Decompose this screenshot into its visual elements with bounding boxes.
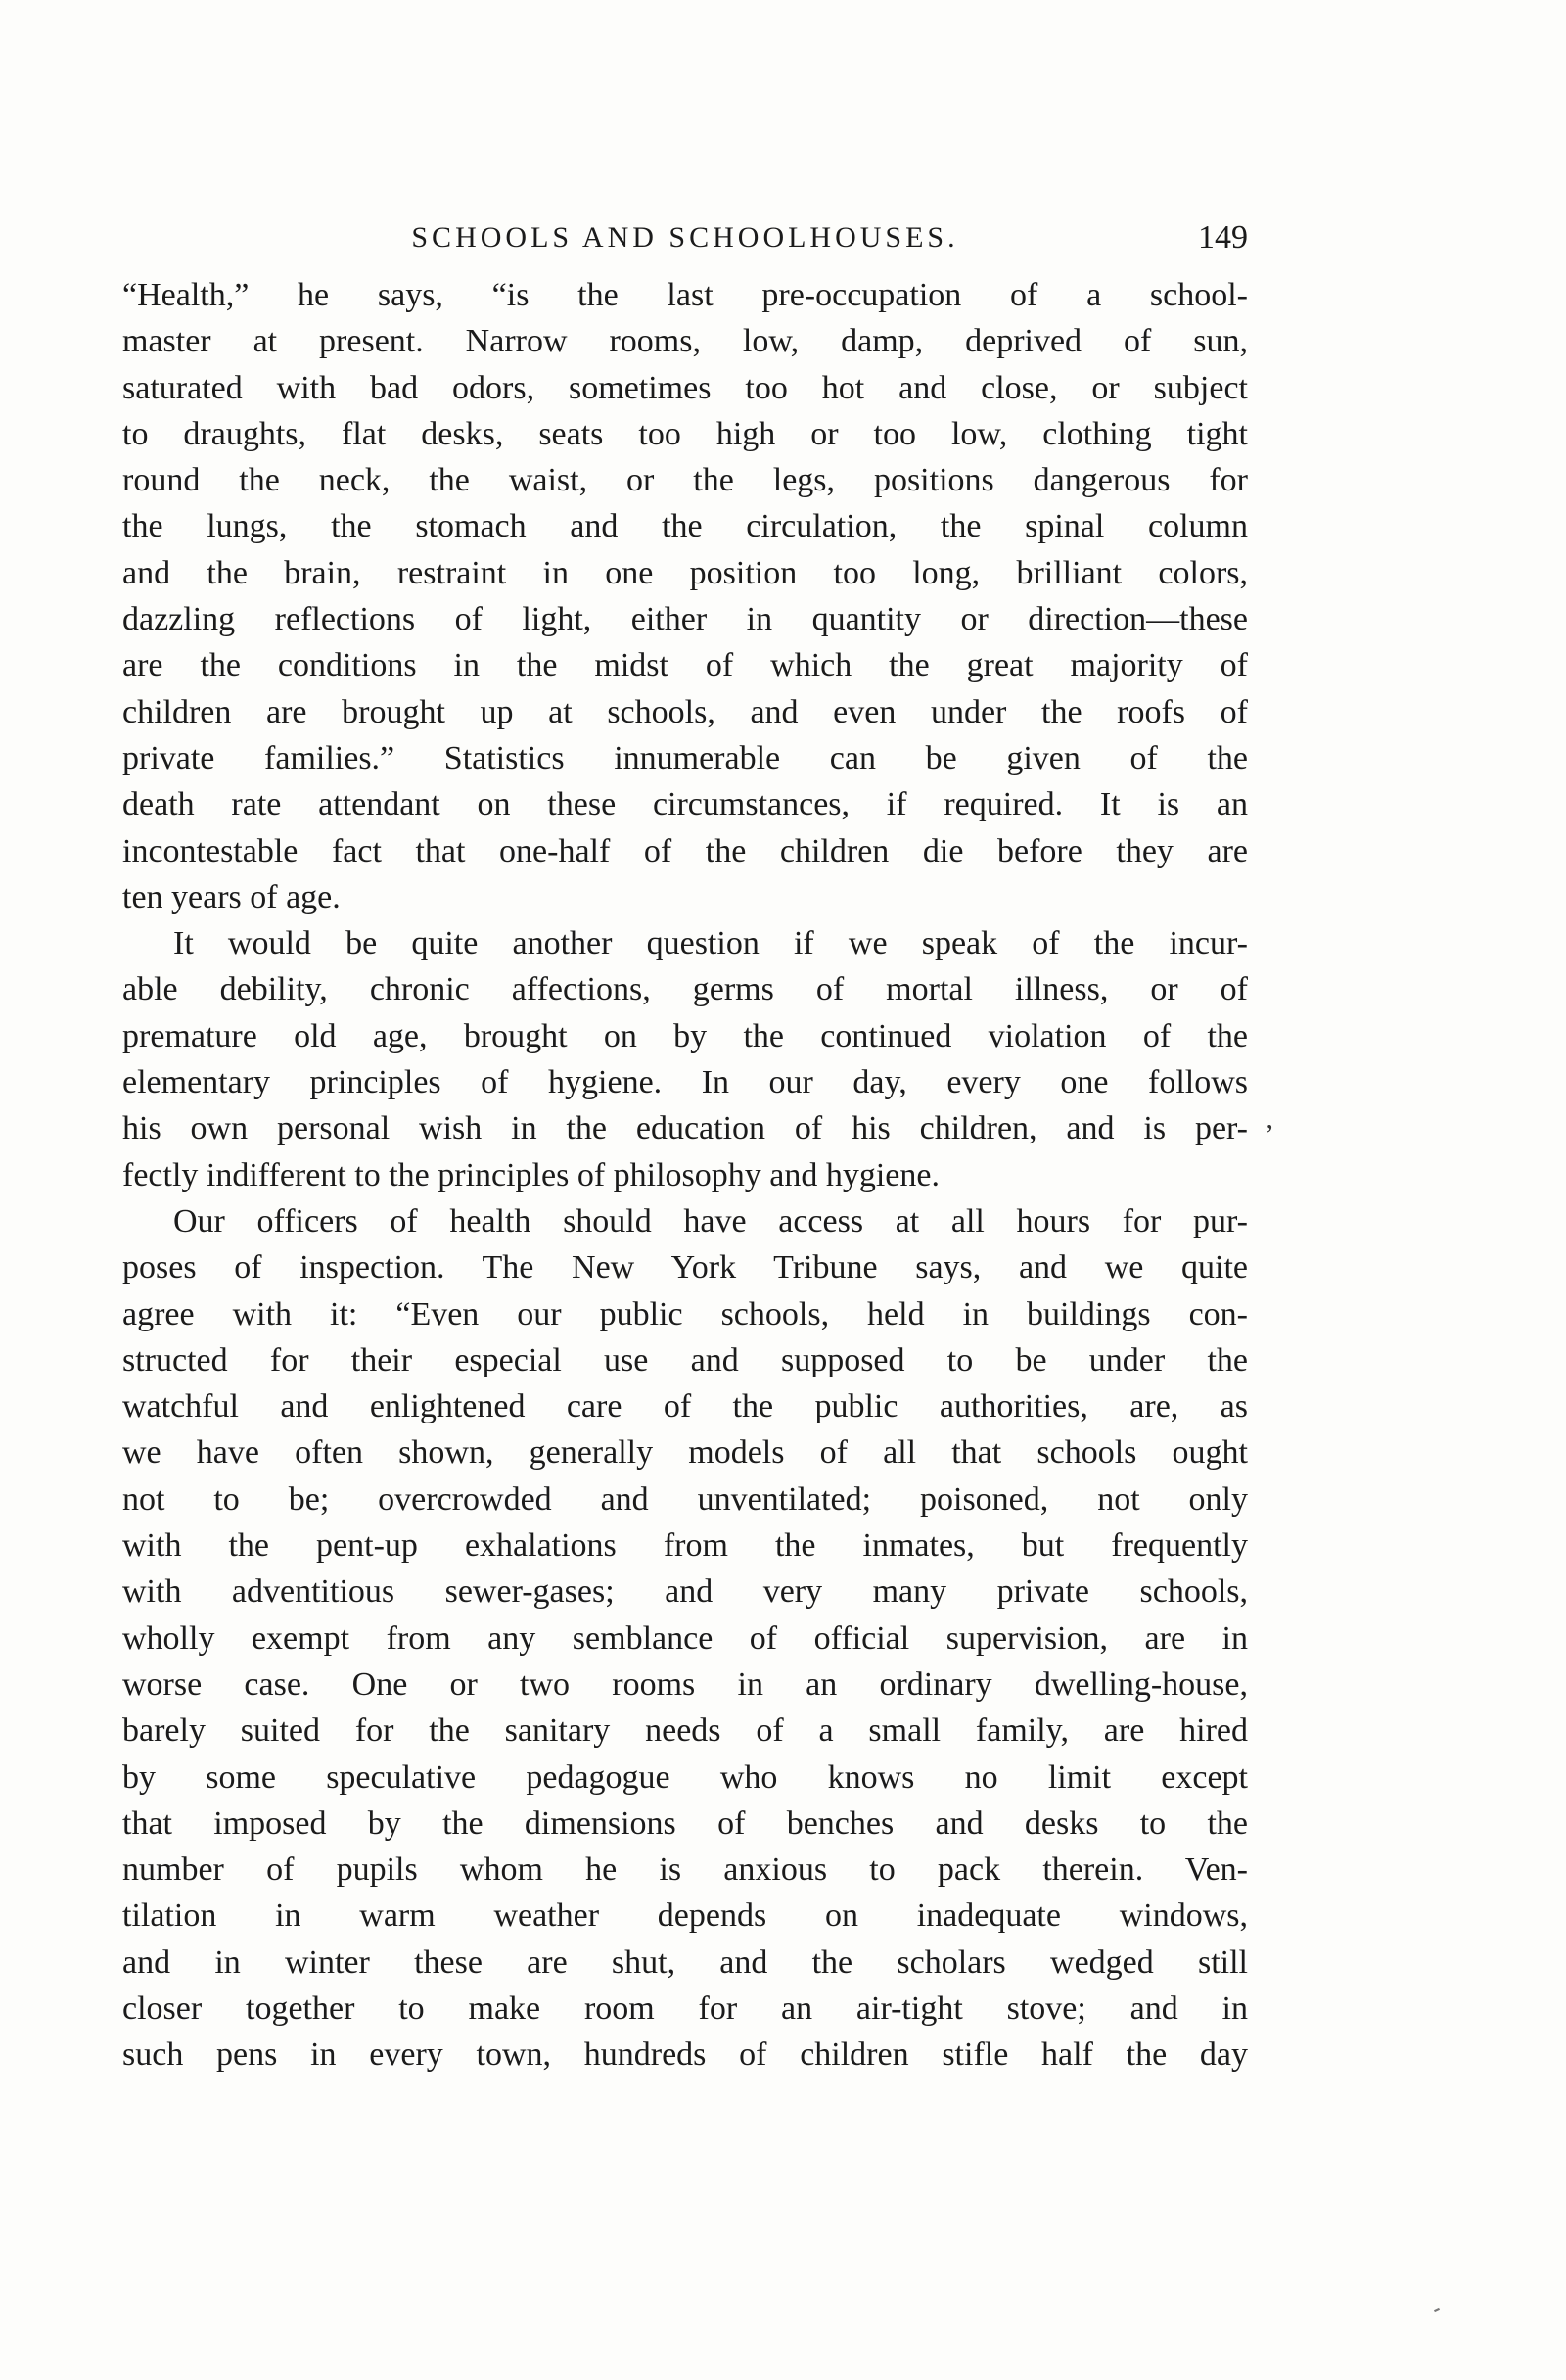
text-line: wholly exempt from any semblance of official supervision, are in — [122, 1619, 1248, 1657]
text-line: worse case. One or two rooms in an ordinary dwelling-house, — [122, 1665, 1248, 1703]
text-line: poses of inspection. The New York Tribune says, and we quite — [122, 1249, 1248, 1286]
text-line: his own personal wish in the education of his children, and is per- — [122, 1110, 1248, 1147]
text-line: private families.” Statistics innumerable can be given of the — [122, 739, 1248, 776]
text-line: we have often shown, generally models of all that schools ought — [122, 1434, 1248, 1471]
text-line: barely suited for the sanitary needs of a small family, are hired — [122, 1712, 1248, 1750]
margin-mark: ʼ — [1265, 1119, 1274, 1151]
text-line: watchful and enlightened care of the public authorities, are, as — [122, 1388, 1248, 1425]
text-line: dazzling reflections of light, either in quantity or direction—these — [122, 601, 1248, 638]
text-line: are the conditions in the midst of which the great majority of — [122, 647, 1248, 684]
text-line: ten years of age. — [122, 878, 341, 915]
running-title: SCHOOLS AND SCHOOLHOUSES. — [411, 221, 959, 254]
text-line: and in winter these are shut, and the scholars wedged still — [122, 1943, 1248, 1981]
text-line: elementary principles of hygiene. In our day, every one follows — [122, 1064, 1248, 1101]
text-line: It would be quite another question if we speak of the incur- — [173, 925, 1248, 962]
text-line: closer together to make room for an air-tight stove; and in — [122, 1989, 1248, 2027]
text-line: master at present. Narrow rooms, low, damp, deprived of sun, — [122, 323, 1248, 360]
text-line: children are brought up at schools, and even under the roofs of — [122, 693, 1248, 730]
text-line: tilation in warm weather depends on inadequate windows, — [122, 1897, 1248, 1935]
text-line: with the pent-up exhalations from the inmates, but frequently — [122, 1527, 1248, 1564]
text-line: saturated with bad odors, sometimes too hot and close, or subject — [122, 369, 1248, 406]
text-line: and the brain, restraint in one position too long, brilliant colors, — [122, 554, 1248, 591]
text-line: incontestable fact that one-half of the children die before they are — [122, 832, 1248, 869]
text-line: the lungs, the stomach and the circulation, the spinal column — [122, 508, 1248, 545]
text-line: Our officers of health should have access at all hours for pur- — [173, 1202, 1248, 1239]
running-head — [122, 213, 1248, 262]
stray-mark — [1434, 2308, 1441, 2312]
text-line: able debility, chronic affections, germs of mortal illness, or of — [122, 971, 1248, 1008]
text-line: agree with it: “Even our public schools, held in buildings con- — [122, 1295, 1248, 1332]
text-line: by some speculative pedagogue who knows no limit except — [122, 1758, 1248, 1796]
text-line: not to be; overcrowded and unventilated; poisoned, not only — [122, 1480, 1248, 1517]
text-line: that imposed by the dimensions of benches and desks to the — [122, 1804, 1248, 1842]
text-line: round the neck, the waist, or the legs, positions dangerous for — [122, 462, 1248, 499]
text-line: “Health,” he says, “is the last pre-occupation of a school- — [122, 277, 1248, 313]
text-line: premature old age, brought on by the continued violation of the — [122, 1017, 1248, 1054]
text-line: fectly indifferent to the principles of philosophy and hygiene. — [122, 1156, 940, 1193]
text-line: death rate attendant on these circumstances, if required. It is an — [122, 786, 1248, 823]
page-number: 149 — [1198, 219, 1248, 256]
text-line: number of pupils whom he is anxious to pack therein. Ven- — [122, 1851, 1248, 1889]
text-line: to draughts, flat desks, seats too high or too low, clothing tight — [122, 415, 1248, 452]
text-line: structed for their especial use and supposed to be under the — [122, 1341, 1248, 1378]
text-line: with adventitious sewer-gases; and very many private schools, — [122, 1573, 1248, 1610]
body-text — [122, 272, 1248, 2078]
text-line: such pens in every town, hundreds of children stifle half the day — [122, 2036, 1248, 2074]
